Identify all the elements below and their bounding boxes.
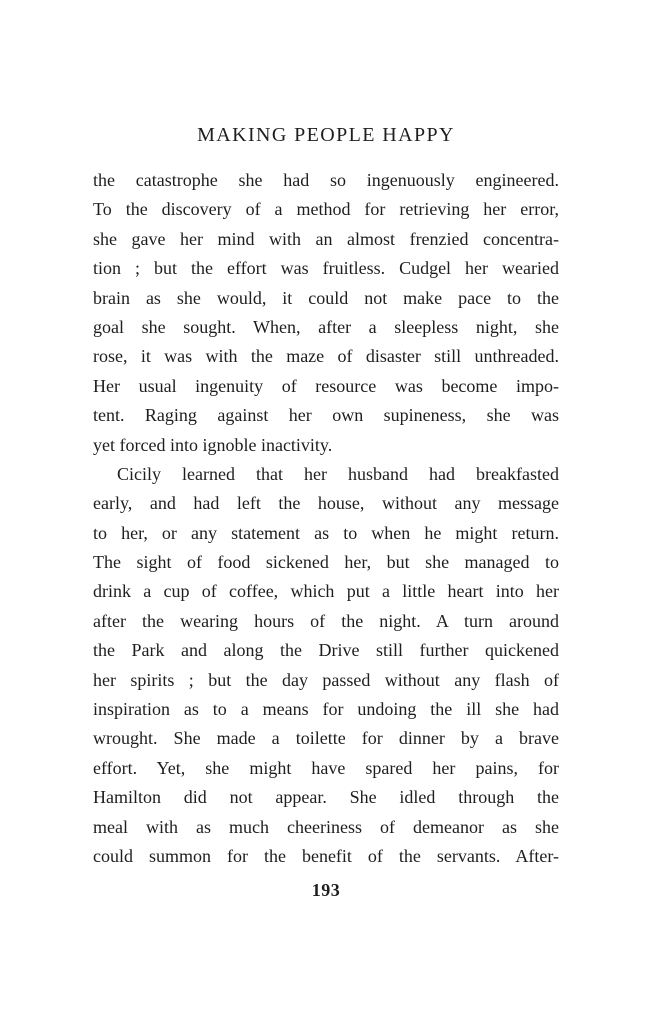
text-line: her spirits ; but the day passed without any flash of	[93, 669, 559, 690]
text-line: The sight of food sickened her, but she managed to	[93, 552, 559, 573]
text-line: Hamilton did not appear. She idled through the	[93, 787, 559, 808]
text-line: wrought. She made a toilette for dinner by a brave	[93, 728, 559, 749]
text-line: the catastrophe she had so ingenuously engineered.	[93, 170, 559, 190]
text-line: To the discovery of a method for retrieving her error,	[93, 199, 559, 220]
text-line: early, and had left the house, without any message	[93, 493, 559, 514]
page-number: 193	[311, 880, 341, 900]
text-line: Her usual ingenuity of resource was become impo-	[93, 375, 559, 396]
text-line: tion ; but the effort was fruitless. Cudgel her wearied	[93, 258, 559, 279]
running-head: MAKING PEOPLE HAPPY	[197, 124, 455, 146]
text-line: drink a cup of coffee, which put a little heart into her	[93, 581, 559, 602]
body-text	[93, 166, 559, 871]
text-line: meal with as much cheeriness of demeanor as she	[93, 816, 559, 837]
text-line: could summon for the benefit of the servants. After-	[93, 845, 559, 866]
text-line: the Park and along the Drive still further quickened	[93, 640, 559, 661]
text-line: after the wearing hours of the night. A turn around	[93, 610, 559, 631]
text-line: to her, or any statement as to when he might return.	[93, 522, 559, 543]
text-line: rose, it was with the maze of disaster still unthreaded.	[93, 346, 559, 367]
text-line: tent. Raging against her own supineness, she was	[93, 405, 559, 426]
text-line: yet forced into ignoble inactivity.	[93, 434, 333, 455]
text-line: effort. Yet, she might have spared her pains, for	[93, 757, 559, 778]
text-line: goal she sought. When, after a sleepless night, she	[93, 316, 559, 337]
text-line: inspiration as to a means for undoing the ill she had	[93, 699, 559, 720]
paragraph-start-line: Cicily learned that her husband had breakfasted	[117, 463, 559, 484]
text-line: brain as she would, it could not make pace to the	[93, 287, 559, 308]
text-line: she gave her mind with an almost frenzied concentra-	[93, 228, 559, 249]
